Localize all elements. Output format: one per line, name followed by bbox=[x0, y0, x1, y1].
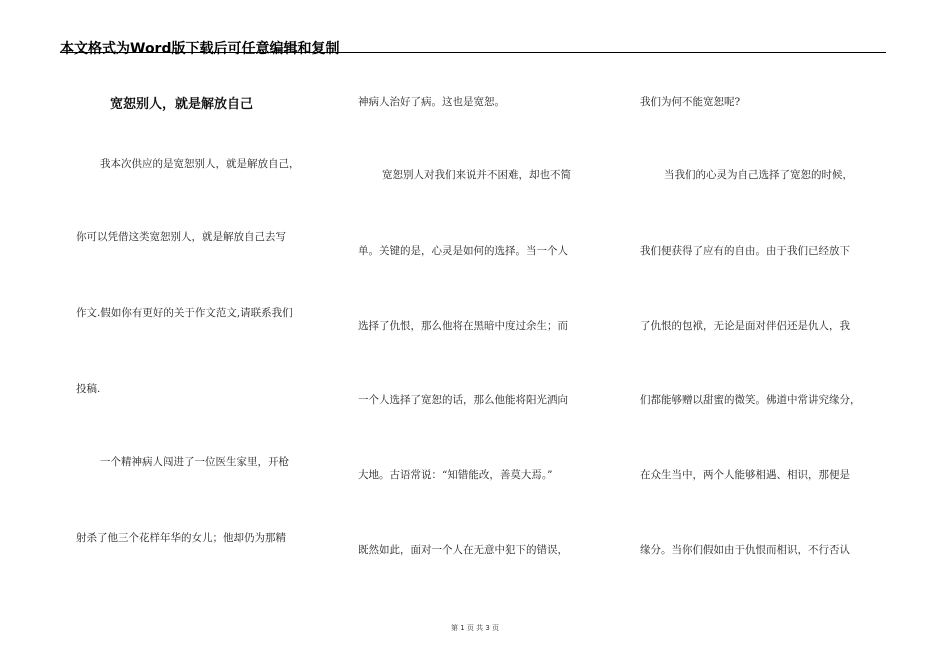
text-line: 既然如此，面对一个人在无意中犯下的错误， bbox=[358, 544, 568, 556]
text-line: 神病人治好了病。这也是宽恕。 bbox=[358, 96, 505, 108]
text-line: 射杀了他三个花样年华的女儿；他却仍为那精 bbox=[76, 532, 286, 544]
document-header: 本文格式为Word版下载后可任意编辑和复制 bbox=[60, 41, 340, 57]
text-line: 我本次供应的是宽恕别人，就是解放自己， bbox=[100, 158, 300, 170]
text-line: 我们为何不能宽恕呢? bbox=[640, 96, 741, 108]
text-line: 投稿. bbox=[76, 383, 101, 395]
text-line: 宽恕别人对我们来说并不困难，却也不简 bbox=[382, 169, 571, 181]
text-line: 们都能够赠以甜蜜的微笑。佛道中常讲究缘分， bbox=[640, 394, 861, 406]
text-line: 作文.假如你有更好的关于作文范文,请联系我们 bbox=[76, 307, 293, 319]
text-line: 选择了仇恨，那么他将在黑暗中度过余生；而 bbox=[358, 320, 568, 332]
text-line: 你可以凭借这类宽恕别人，就是解放自己去写 bbox=[76, 231, 286, 243]
text-line: 当我们的心灵为自己选择了宽恕的时候， bbox=[664, 169, 853, 181]
text-line: 缘分。当你们假如由于仇恨而相识，不行否认 bbox=[640, 544, 850, 556]
text-line: 一个人选择了宽恕的话，那么他能将阳光洒向 bbox=[358, 394, 568, 406]
text-line: 在众生当中，两个人能够相遇、相识，那便是 bbox=[640, 469, 850, 481]
text-line: 单。关键的是，心灵是如何的选择。当一个人 bbox=[358, 245, 568, 257]
text-line: 一个精神病人闯进了一位医生家里，开枪 bbox=[100, 456, 289, 468]
text-line: 了仇恨的包袱，无论是面对伴侣还是仇人，我 bbox=[640, 320, 850, 332]
article-title: 宽恕别人，就是解放自己 bbox=[110, 97, 254, 112]
text-line: 我们便获得了应有的自由。由于我们已经放下 bbox=[640, 245, 850, 257]
text-line: 大地。古语常说：“知错能改，善莫大焉。” bbox=[358, 469, 553, 481]
page-number: 第 1 页 共 3 页 bbox=[450, 624, 500, 632]
header-rule bbox=[60, 52, 886, 53]
